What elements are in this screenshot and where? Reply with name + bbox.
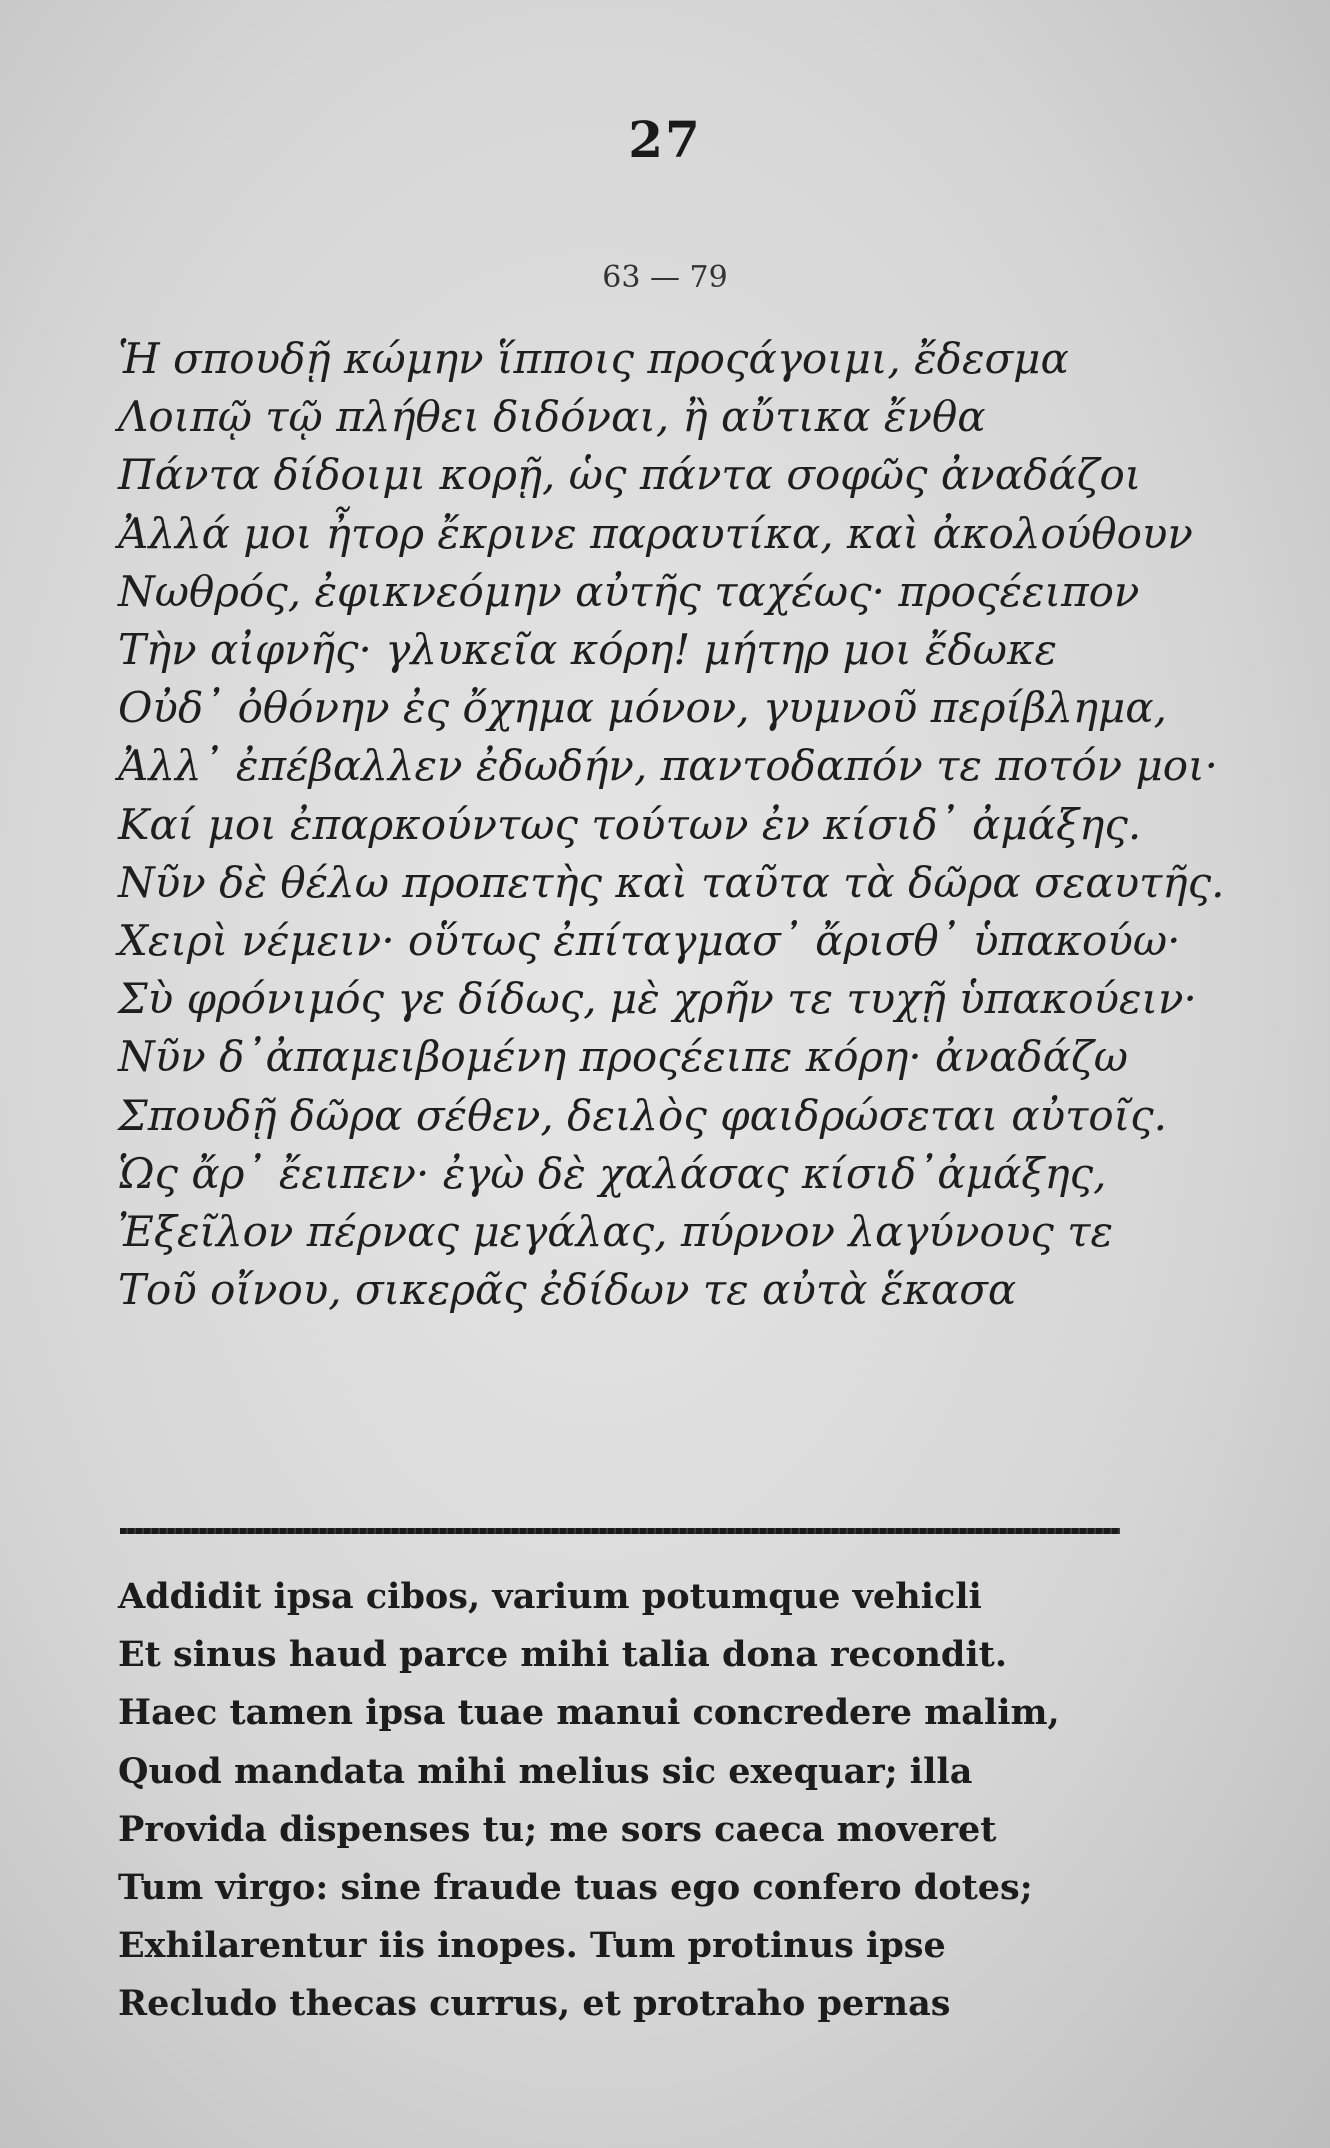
latin-translation-block [118, 1568, 1218, 2034]
greek-line: Τοῦ οἴνου, σικερᾶς ἐδίδων τε αὐτὰ ἕκασα [118, 1265, 1017, 1315]
latin-line: Provida dispenses tu; me sors caeca moveret [118, 1808, 997, 1850]
section-divider-rule [120, 1528, 1120, 1534]
greek-line: Οὐδ᾽ ὀθόνην ἐς ὄχημα μόνον, γυμνοῦ περίβλημα, [118, 683, 1167, 733]
page-number: 27 [628, 110, 702, 169]
greek-line: Σὺ φρόνιμός γε δίδως, μὲ χρῆν τε τυχῇ ὑπακούειν· [118, 974, 1197, 1024]
greek-verse-block [118, 330, 1225, 1319]
latin-line: Recludo thecas currus, et protraho pernas [118, 1983, 951, 2025]
latin-line: Tum virgo: sine fraude tuas ego confero dotes; [118, 1867, 1033, 1909]
greek-line: Νῦν δ᾽ἀπαμειβομένη προςέειπε κόρη· ἀναδάζω [118, 1032, 1128, 1082]
latin-line: Addidit ipsa cibos, varium potumque vehicli [118, 1576, 982, 1617]
latin-line: Quod mandata mihi melius sic exequar; illa [118, 1750, 973, 1792]
greek-line: Ἐξεῖλον πέρνας μεγάλας, πύρνον λαγύνους τε [118, 1207, 1113, 1257]
greek-line: Λοιπῷ τῷ πλήθει διδόναι, ἢ αὔτικα ἔνθα [118, 392, 986, 442]
greek-line: Νῦν δὲ θέλω προπετὴς καὶ ταῦτα τὰ δῶρα σεαυτῆς. [118, 857, 1225, 907]
latin-line: Exhilarentur iis inopes. Tum protinus ipse [118, 1925, 946, 1967]
greek-line: Χειρὶ νέμειν· οὕτως ἐπίταγμασ᾽ ἄρισθ᾽ ὑπακούω· [118, 916, 1181, 966]
verse-range: 63 — 79 [602, 260, 728, 295]
greek-line: Πάντα δίδοιμι κορῇ, ὡς πάντα σοφῶς ἀναδάζοι [118, 450, 1142, 500]
greek-line: Ἀλλ᾽ ἐπέβαλλεν ἐδωδήν, παντοδαπόν τε ποτόν μοι· [118, 741, 1218, 791]
greek-line: Σπουδῇ δῶρα σέθεν, δειλὸς φαιδρώσεται αὐτοῖς. [118, 1090, 1168, 1140]
greek-line: Νωθρός, ἐφικνεόμην αὐτῆς ταχέως· προςέειπον [118, 566, 1140, 616]
greek-line: Τὴν αἰφνῆς· γλυκεῖα κόρη! μήτηρ μοι ἔδωκε [118, 625, 1058, 675]
latin-line: Et sinus haud parce mihi talia dona recondit. [118, 1634, 1008, 1676]
latin-line: Haec tamen ipsa tuae manui concredere malim, [118, 1692, 1060, 1734]
greek-line: Ἀλλά μοι ἦτορ ἔκρινε παραυτίκα, καὶ ἀκολούθουν [118, 508, 1193, 558]
greek-line: Καί μοι ἐπαρκούντως τούτων ἐν κίσιδ᾽ ἀμάξης. [118, 799, 1142, 849]
greek-line: Ὡς ἄρ᾽ ἔειπεν· ἐγὼ δὲ χαλάσας κίσιδ᾽ἀμάξης, [118, 1148, 1107, 1198]
greek-line: Ἡ σπουδῇ κώμην ἵπποις προςάγοιμι, ἔδεσμα [118, 334, 1069, 383]
